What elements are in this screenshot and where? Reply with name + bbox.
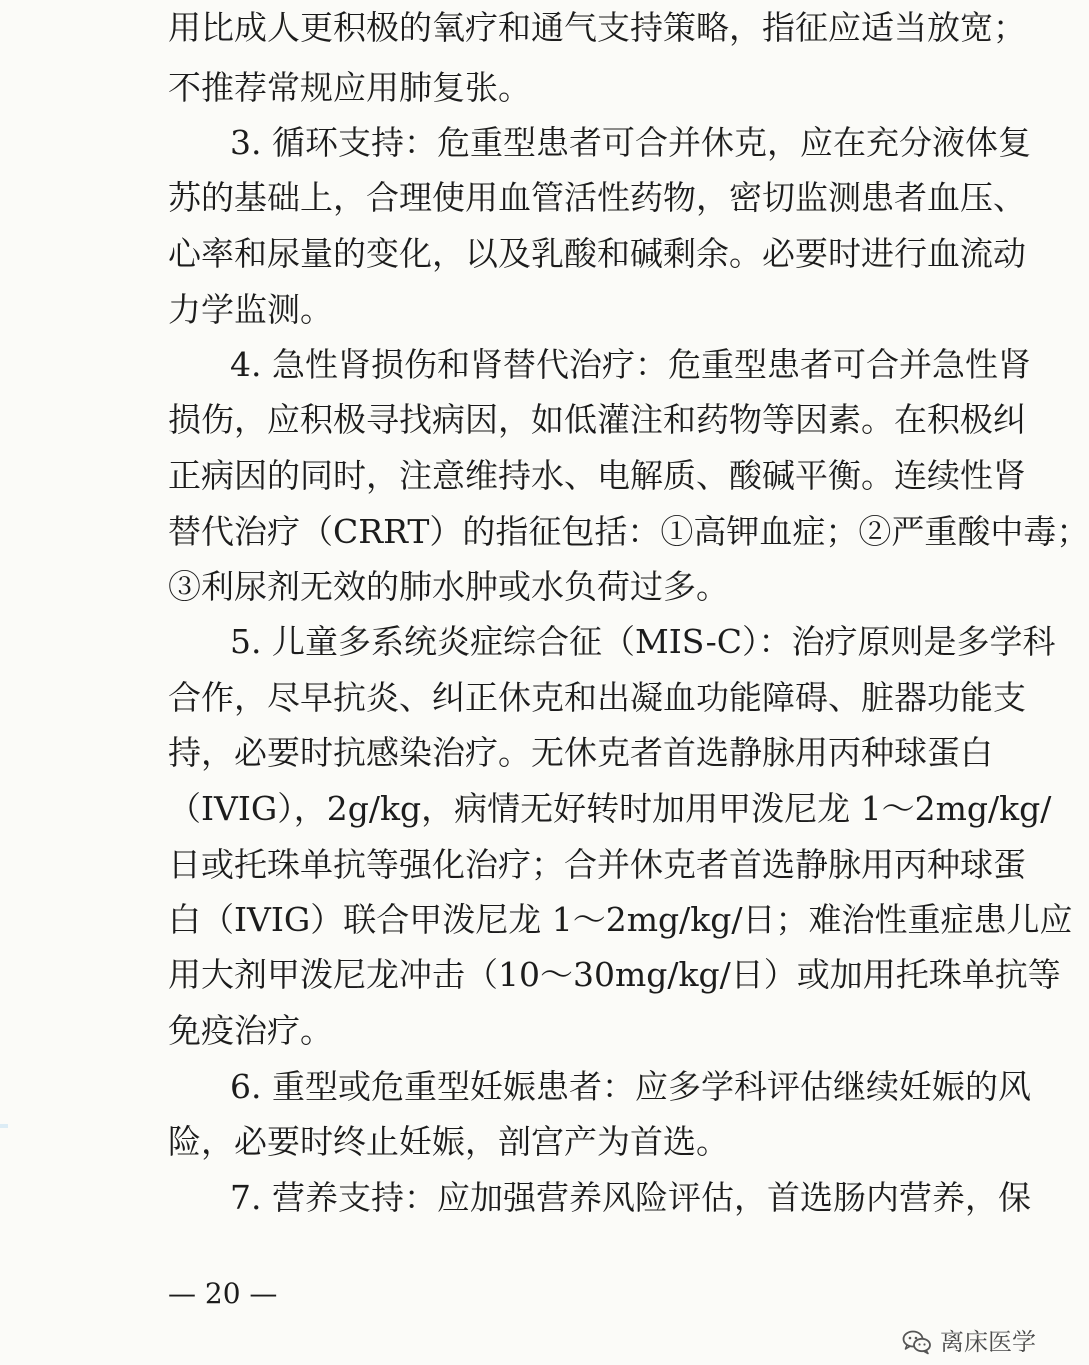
section-heading-line: 6. 重型或危重型妊娠患者：应多学科评估继续妊娠的风 xyxy=(230,1067,1031,1106)
text-line: 用大剂甲泼尼龙冲击（10～30mg/kg/日）或加用托珠单抗等 xyxy=(168,955,1061,994)
wechat-icon xyxy=(902,1329,932,1355)
section-heading-line: 4. 急性肾损伤和肾替代治疗：危重型患者可合并急性肾 xyxy=(230,345,1031,384)
section-heading-line: 3. 循环支持：危重型患者可合并休克，应在充分液体复 xyxy=(230,123,1031,162)
watermark-text: 离床医学 xyxy=(940,1328,1036,1356)
text-line: 免疫治疗。 xyxy=(168,1011,333,1050)
text-line: ③利尿剂无效的肺水肿或水负荷过多。 xyxy=(168,567,729,606)
text-line: 用比成人更积极的氧疗和通气支持策略，指征应适当放宽； xyxy=(168,8,1026,47)
text-line: 合作，尽早抗炎、纠正休克和出凝血功能障碍、脏器功能支 xyxy=(168,678,1026,717)
text-line: 力学监测。 xyxy=(168,290,333,329)
page-number: — 20 — xyxy=(168,1277,278,1310)
text-line: 心率和尿量的变化，以及乳酸和碱剩余。必要时进行血流动 xyxy=(168,234,1026,273)
watermark xyxy=(902,1324,1062,1360)
text-line: 不推荐常规应用肺复张。 xyxy=(168,68,531,107)
section-heading-line: 5. 儿童多系统炎症综合征（MIS-C）：治疗原则是多学科 xyxy=(230,622,1056,661)
text-line: 持，必要时抗感染治疗。无休克者首选静脉用丙种球蛋白 xyxy=(168,733,993,772)
text-line: 损伤，应积极寻找病因，如低灌注和药物等因素。在积极纠 xyxy=(168,400,1026,439)
text-line: （IVIG），2g/kg，病情无好转时加用甲泼尼龙 1～2mg/kg/ xyxy=(168,789,1052,828)
text-line: 日或托珠单抗等强化治疗；合并休克者首选静脉用丙种球蛋 xyxy=(168,845,1026,884)
text-line: 白（IVIG）联合甲泼尼龙 1～2mg/kg/日；难治性重症患儿应 xyxy=(168,900,1073,939)
text-line: 险，必要时终止妊娠，剖宫产为首选。 xyxy=(168,1122,729,1161)
text-line: 正病因的同时，注意维持水、电解质、酸碱平衡。连续性肾 xyxy=(168,456,1026,495)
text-line: 替代治疗（CRRT）的指征包括：①高钾血症；②严重酸中毒； xyxy=(168,512,1089,551)
text-line: 苏的基础上，合理使用血管活性药物，密切监测患者血压、 xyxy=(168,178,1026,217)
section-heading-line: 7. 营养支持：应加强营养风险评估，首选肠内营养，保 xyxy=(230,1178,1031,1217)
scan-edge-mark xyxy=(0,1124,8,1128)
